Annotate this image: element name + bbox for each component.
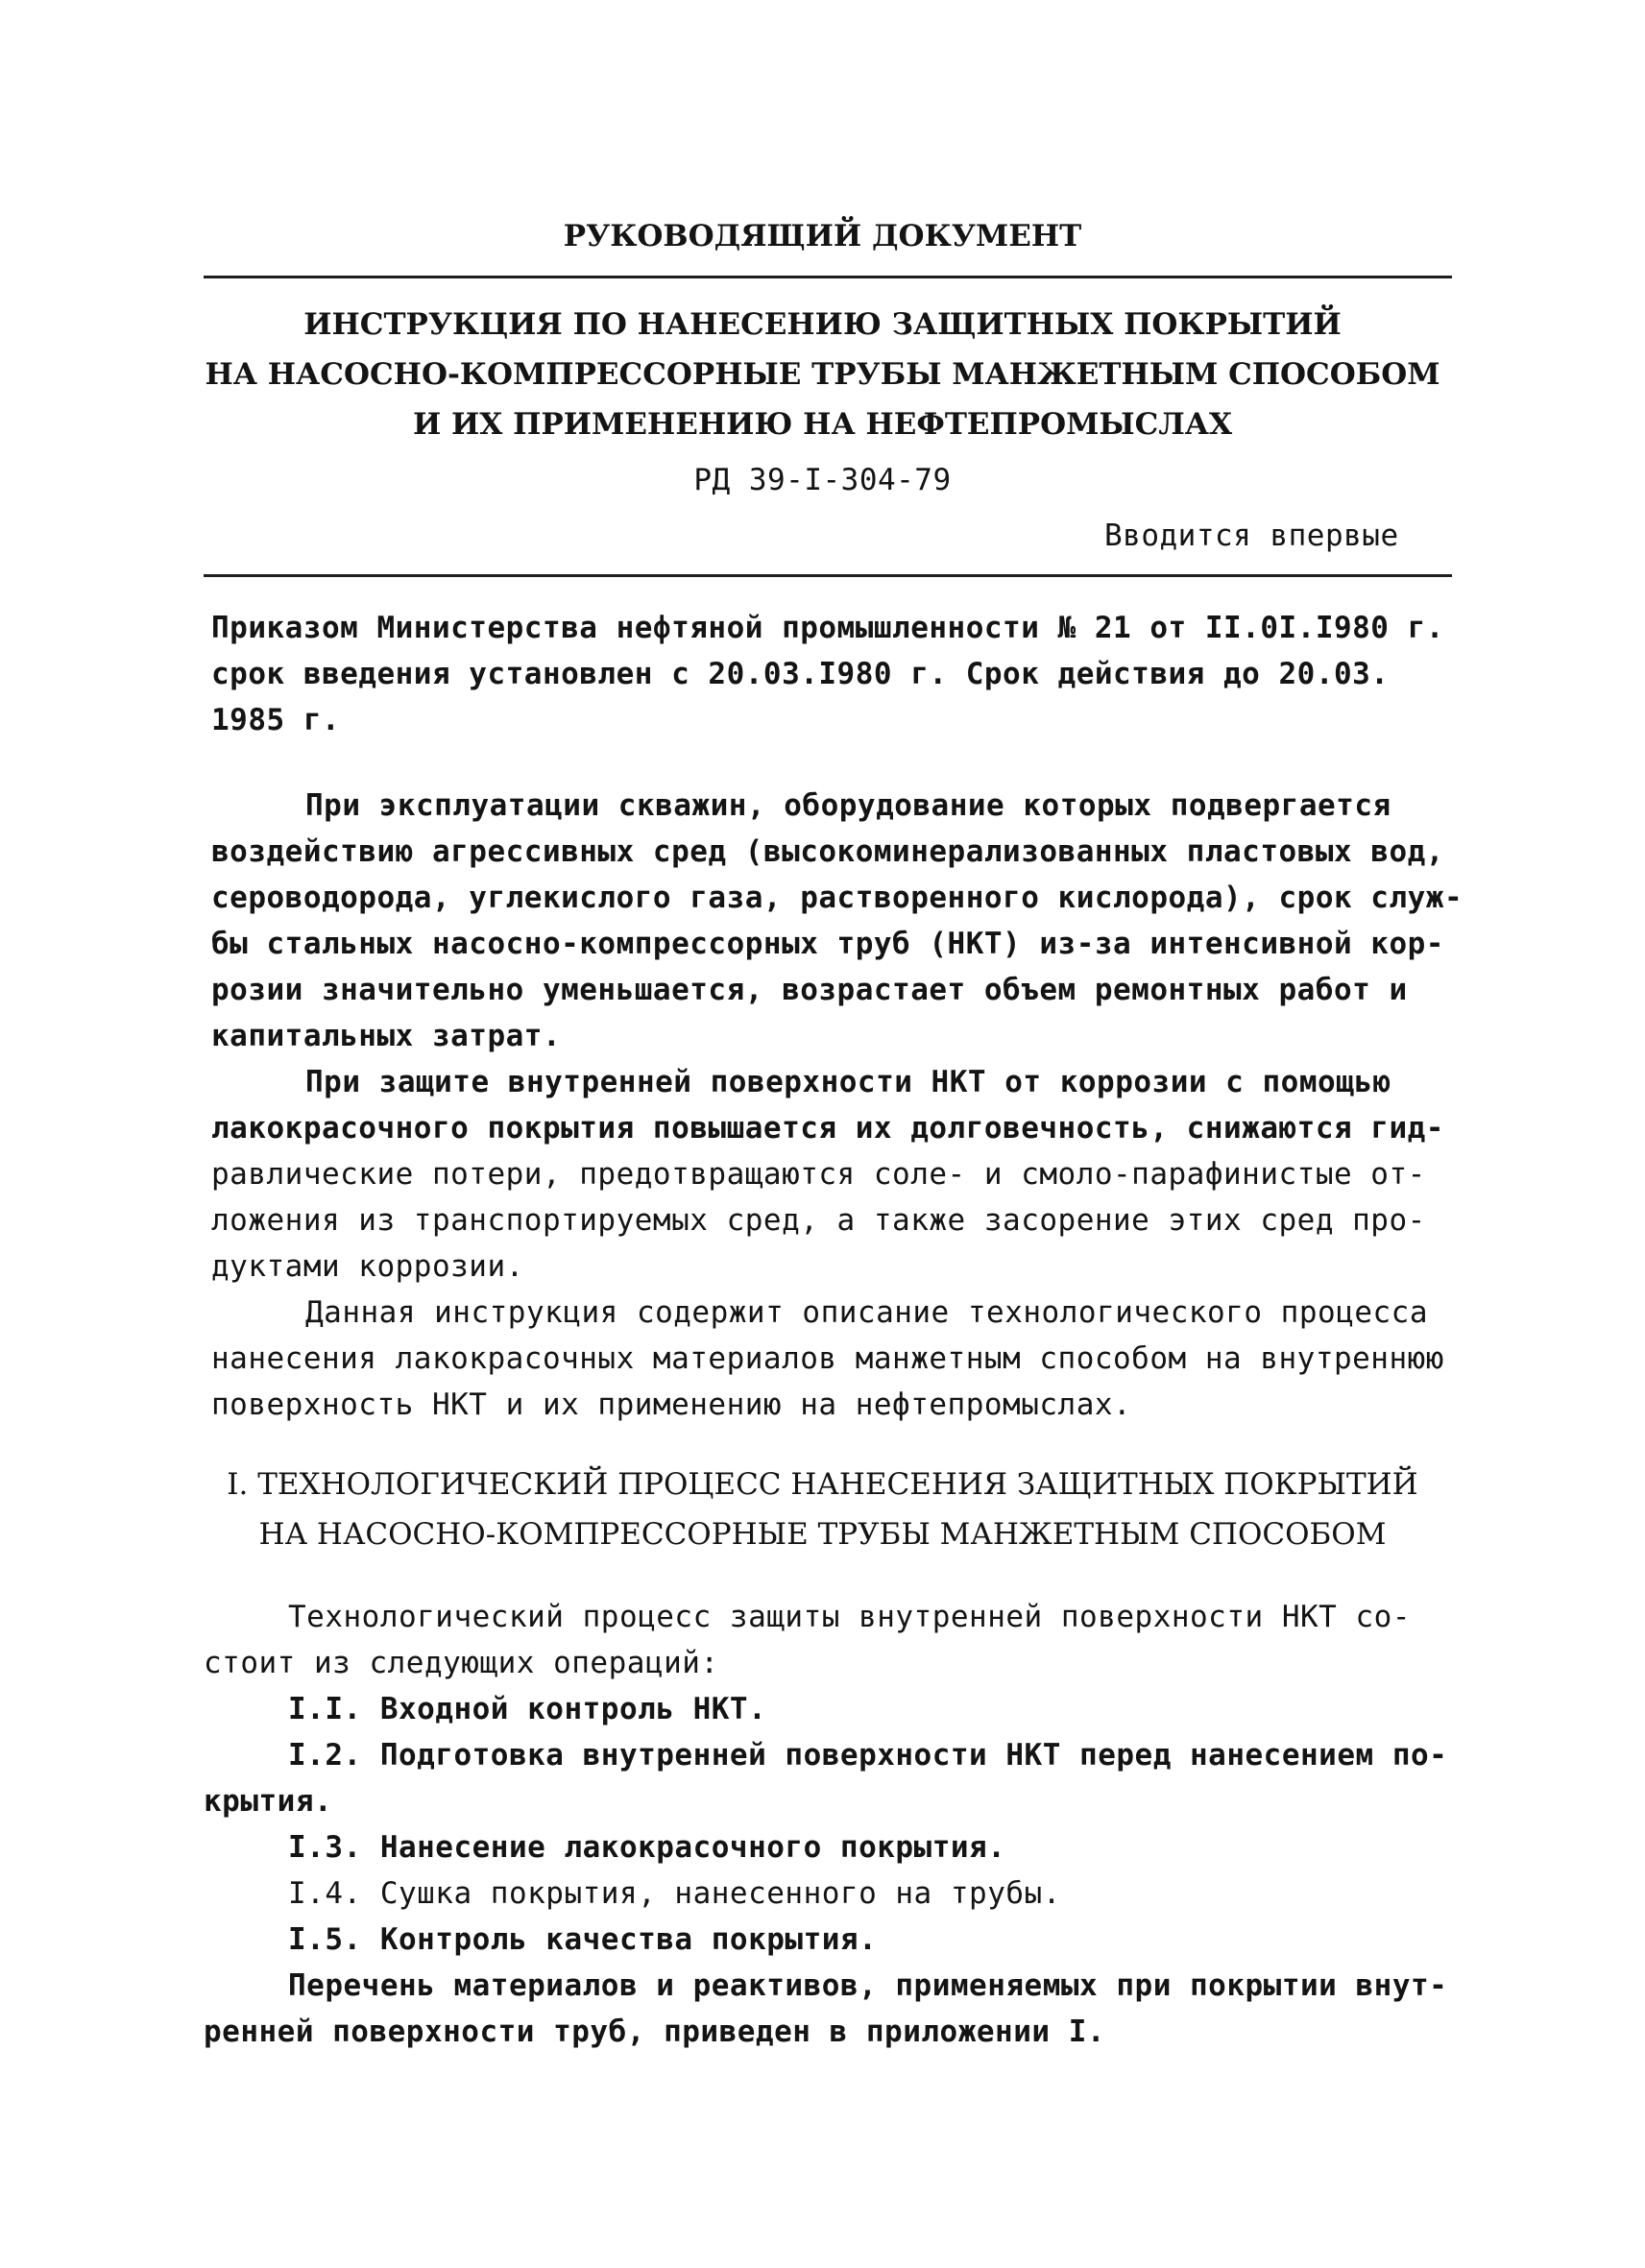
order-line-2: срок введения установлен с 20.03.I980 г. Срок действия до 20.03.	[211, 657, 1390, 691]
closing-line-1: Перечень материалов и реактивов, применяемых при покрытии внут-	[288, 1968, 1448, 2003]
document-type: РУКОВОДЯЩИЙ ДОКУМЕНТ	[563, 219, 1082, 253]
order-line-1: Приказом Министерства нефтяной промышленности № 21 от II.0I.I980 г.	[211, 611, 1444, 645]
document-title-line-3: И ИХ ПРИМЕНЕНИЮ НА НЕФТЕПРОМЫСЛАХ	[412, 407, 1233, 442]
order-line-3: 1985 г.	[211, 703, 341, 737]
section-1-heading-line-1: I. ТЕХНОЛОГИЧЕСКИЙ ПРОЦЕСС НАНЕСЕНИЯ ЗАЩИТНЫХ ПОКРЫТИЙ	[227, 1467, 1418, 1502]
paragraph-1-line-5: розии значительно уменьшается, возрастает объем ремонтных работ и	[211, 973, 1408, 1007]
operation-item-1: I.I. Входной контроль НКТ.	[288, 1692, 767, 1726]
paragraph-1-line-3: сероводорода, углекислого газа, растворенного кислорода), срок служ-	[211, 881, 1464, 915]
operation-item-2-continued: крытия.	[204, 1784, 333, 1819]
bottom-rule	[204, 574, 1452, 577]
operation-item-4: I.4. Сушка покрытия, нанесенного на трубы.	[288, 1876, 1061, 1911]
paragraph-1-line-6: капитальных затрат.	[211, 1019, 562, 1053]
operation-item-3: I.3. Нанесение лакокрасочного покрытия.	[288, 1830, 1006, 1865]
paragraph-2-line-2: лакокрасочного покрытия повышается их долговечность, снижаются гид-	[211, 1111, 1444, 1146]
paragraph-2-line-4: ложения из транспортируемых сред, а также засорение этих сред про-	[211, 1203, 1426, 1238]
operation-item-5: I.5. Контроль качества покрытия.	[288, 1922, 878, 1957]
document-title-line-1: ИНСТРУКЦИЯ ПО НАНЕСЕНИЮ ЗАЩИТНЫХ ПОКРЫТИЙ	[303, 307, 1342, 342]
paragraph-3-line-2: нанесения лакокрасочных материалов манжетным способом на внутреннюю	[211, 1341, 1444, 1376]
intro-note: Вводится впервые	[1104, 519, 1399, 553]
section-1-heading-line-2: НА НАСОСНО-КОМПРЕССОРНЫЕ ТРУБЫ МАНЖЕТНЫМ СПОСОБОМ	[258, 1517, 1387, 1552]
paragraph-1-line-1: При эксплуатации скважин, оборудование которых подвергается	[305, 788, 1391, 823]
paragraph-2-line-1: При защите внутренней поверхности НКТ от коррозии с помощью	[305, 1065, 1391, 1099]
document-code: РД 39-I-304-79	[693, 463, 952, 497]
closing-line-2: ренней поверхности труб, приведен в приложении I.	[204, 2015, 1106, 2049]
paragraph-1-line-2: воздействию агрессивных сред (высокоминерализованных пластовых вод,	[211, 834, 1444, 869]
operation-item-2: I.2. Подготовка внутренней поверхности НКТ перед нанесением по-	[288, 1738, 1448, 1773]
document-title-line-2: НА НАСОСНО-КОМПРЕССОРНЫЕ ТРУБЫ МАНЖЕТНЫМ СПОСОБОМ	[205, 357, 1440, 392]
paragraph-3-line-3: поверхность НКТ и их применению на нефтепромыслах.	[211, 1387, 1132, 1422]
section-1-intro-line-2: стоит из следующих операций:	[204, 1646, 719, 1680]
paragraph-1-line-4: бы стальных насосно-компрессорных труб (НКТ) из-за интенсивной кор-	[211, 927, 1444, 961]
paragraph-2-line-3: равлические потери, предотвращаются соле- и смоло-парафинистые от-	[211, 1157, 1426, 1192]
section-1-intro-line-1: Технологический процесс защиты внутренней поверхности НКТ со-	[288, 1600, 1411, 1634]
paragraph-2-line-5: дуктами коррозии.	[211, 1249, 524, 1284]
top-rule	[204, 276, 1452, 278]
paragraph-3-line-1: Данная инструкция содержит описание технологического процесса	[305, 1295, 1428, 1330]
